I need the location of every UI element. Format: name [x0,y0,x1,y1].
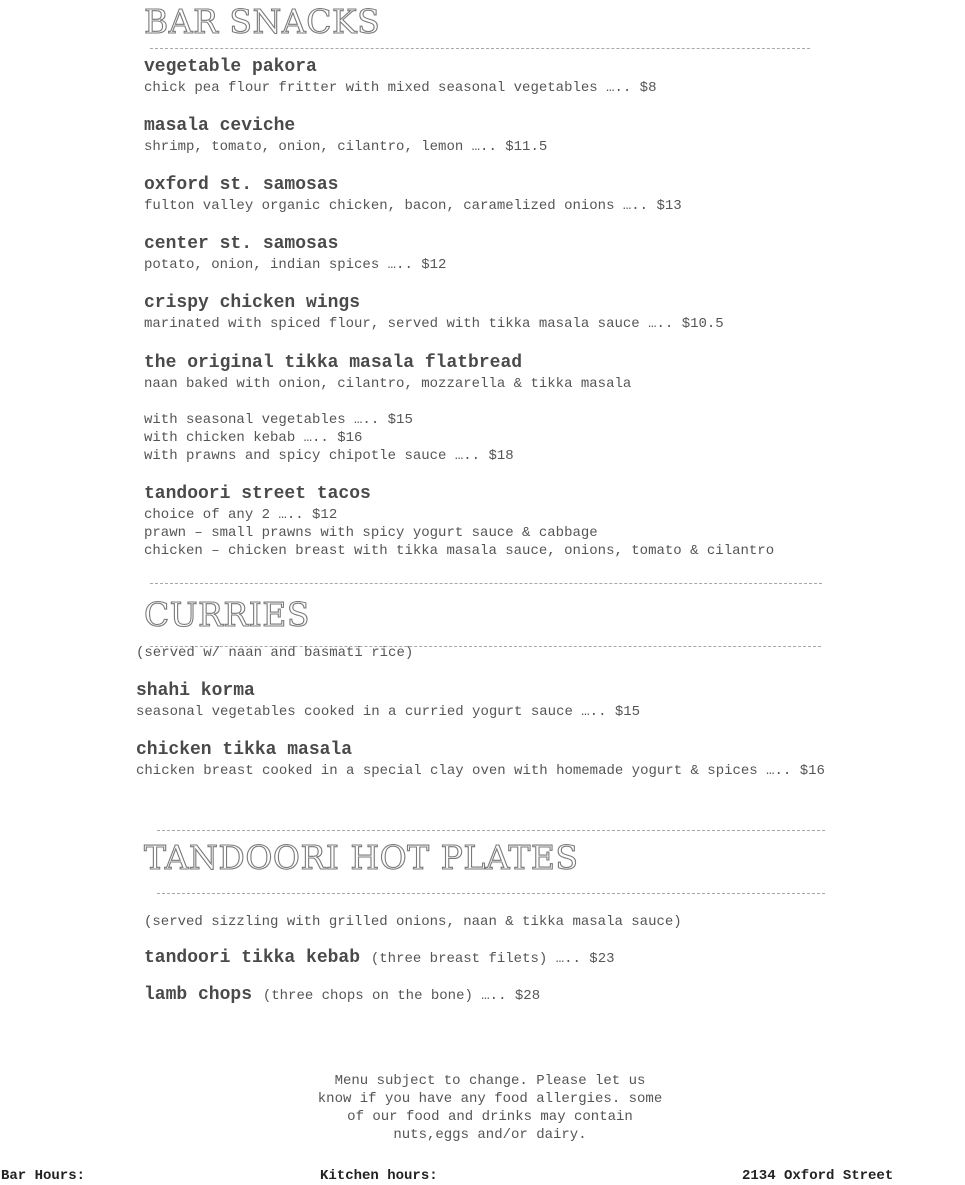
menu-item-description: shrimp, tomato, onion, cilantro, lemon ….. $11.5 [144,139,548,155]
disclaimer-line: Menu subject to change. Please let us [334,1073,646,1089]
menu-item-name: crispy chicken wings [144,293,361,313]
menu-item-name: shahi korma [136,681,255,701]
menu-item-description: (three chops on the bone) ….. $28 [262,988,541,1004]
menu-item-name: tandoori street tacos [144,484,371,504]
bar-snacks-divider [150,48,810,49]
curries-note: (served w/ naan and basmati rice) [136,645,414,661]
address: 2134 Oxford Street [742,1168,894,1184]
hot-plates-heading: TANDOORI HOT PLATES [144,838,579,877]
menu-item-description: chicken breast cooked in a special clay oven with homemade yogurt & spices ….. $16 [136,763,825,779]
menu-item-description: seasonal vegetables cooked in a curried yogurt sauce ….. $15 [136,704,641,720]
menu-item-row [144,947,615,970]
menu-item-name: the original tikka masala flatbread [144,353,523,373]
menu-item-option: with prawns and spicy chipotle sauce ….. $18 [144,448,514,464]
menu-item-description: (three breast filets) ….. $23 [370,951,615,967]
menu-item-name: vegetable pakora [144,57,317,77]
menu-item-description: naan baked with onion, cilantro, mozzarella & tikka masala [144,376,632,392]
menu-item-name: lamb chops [144,985,253,1005]
menu-item-name: masala ceviche [144,116,296,136]
menu-item-description: prawn – small prawns with spicy yogurt sauce & cabbage [144,525,598,541]
menu-item-description: potato, onion, indian spices ….. $12 [144,257,447,273]
menu-item-name: chicken tikka masala [136,740,353,760]
menu-item-description: choice of any 2 ….. $12 [144,507,338,523]
menu-item-name: center st. samosas [144,234,339,254]
hot-plates-note: (served sizzling with grilled onions, naan & tikka masala sauce) [144,914,682,930]
menu-item-description: chick pea flour fritter with mixed seasonal vegetables ….. $8 [144,80,657,96]
menu-item-option: with seasonal vegetables ….. $15 [144,412,413,428]
menu-item-description: marinated with spiced flour, served with tikka masala sauce ….. $10.5 [144,316,724,332]
disclaimer-line: nuts,eggs and/or dairy. [393,1127,587,1143]
bar-hours-label: Bar Hours: [1,1168,86,1184]
allergy-disclaimer [306,1072,674,1144]
menu-item-description: chicken – chicken breast with tikka masala sauce, onions, tomato & cilantro [144,543,775,559]
bar-snacks-end-divider [150,583,822,584]
disclaimer-line: know if you have any food allergies. some [317,1091,663,1107]
hot-plates-divider [157,893,825,894]
curries-heading: CURRIES [144,595,310,634]
menu-item-row [144,984,540,1007]
kitchen-hours-label: Kitchen hours: [320,1168,438,1184]
menu-item-option: with chicken kebab ….. $16 [144,430,363,446]
disclaimer-line: of our food and drinks may contain [347,1109,633,1125]
hot-plates-top-divider [157,830,825,831]
bar-snacks-heading: BAR SNACKS [144,2,381,41]
menu-item-name: oxford st. samosas [144,175,339,195]
menu-item-name: tandoori tikka kebab [144,948,361,968]
menu-item-description: fulton valley organic chicken, bacon, caramelized onions ….. $13 [144,198,682,214]
